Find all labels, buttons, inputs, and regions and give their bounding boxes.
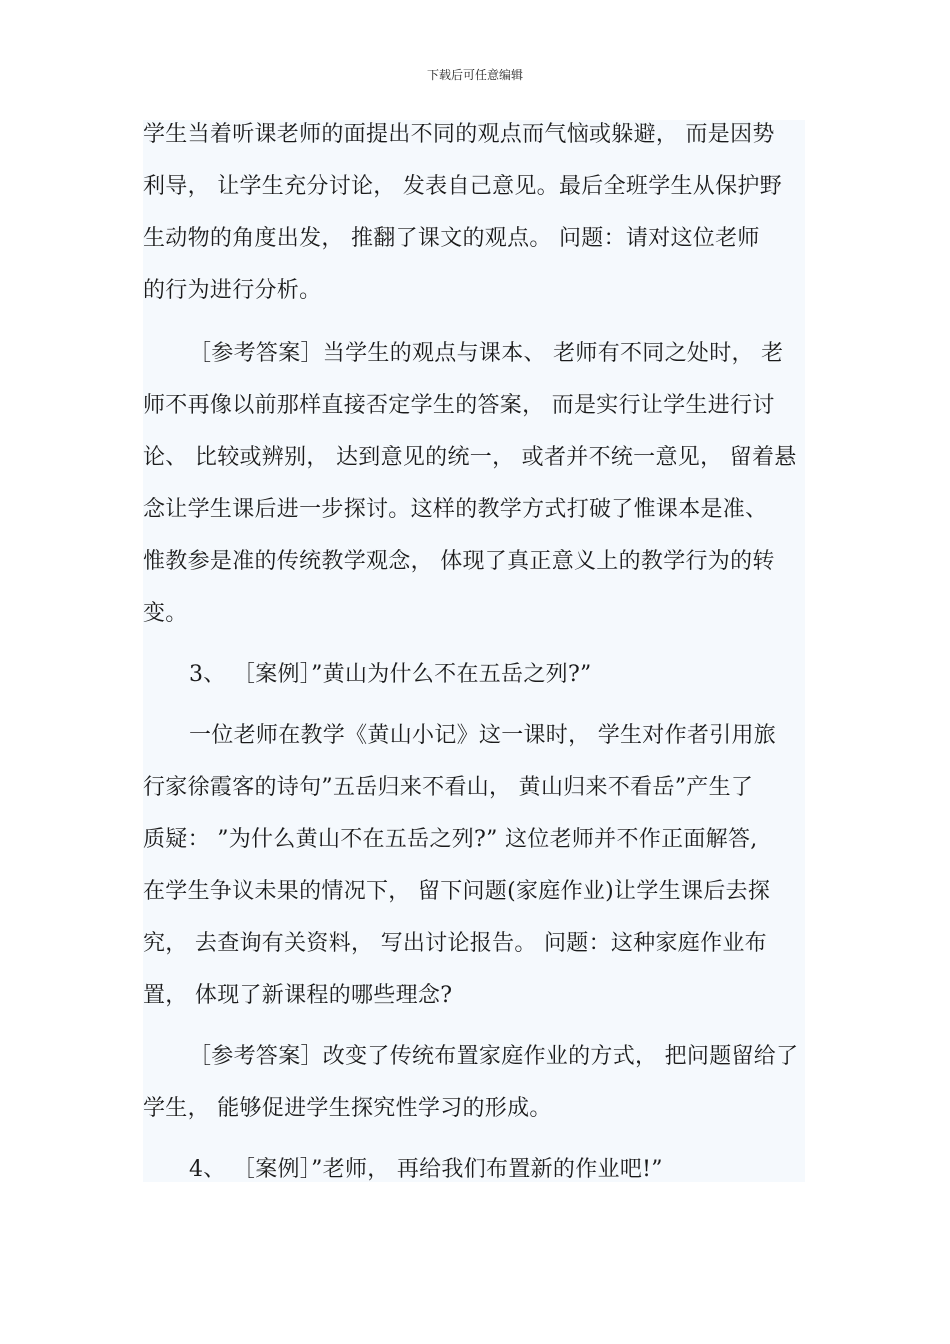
text-line: 在学生争议未果的情况下， 留下问题(家庭作业)让学生课后去探 bbox=[143, 879, 771, 904]
text-line: 4、 ［案例］”老师， 再给我们布置新的作业吧!” bbox=[189, 1157, 663, 1182]
text-line: 学生当着听课老师的面提出不同的观点而气恼或躲避， 而是因势 bbox=[143, 122, 775, 147]
paragraph-reference-answer-1 bbox=[143, 328, 805, 640]
text-line: 师不再像以前那样直接否定学生的答案， 而是实行让学生进行讨 bbox=[143, 393, 775, 418]
text-line: 一位老师在教学《黄山小记》这一课时， 学生对作者引用旅 bbox=[189, 723, 777, 748]
text-line: 质疑： ”为什么黄山不在五岳之列?” 这位老师并不作正面解答, bbox=[143, 827, 758, 852]
paragraph-case-3-body bbox=[143, 710, 805, 1022]
case-3-heading bbox=[143, 649, 805, 701]
text-line: 置， 体现了新课程的哪些理念? bbox=[143, 983, 453, 1008]
text-line: 究， 去查询有关资料， 写出讨论报告。 问题：这种家庭作业布 bbox=[143, 931, 767, 956]
text-line: ［参考答案］改变了传统布置家庭作业的方式， 把问题留给了 bbox=[189, 1044, 799, 1069]
paragraph-case-discussion bbox=[143, 109, 805, 317]
text-line: 论、 比较或辨别， 达到意见的统一， 或者并不统一意见， 留着悬 bbox=[143, 445, 797, 470]
paragraph-reference-answer-2 bbox=[143, 1031, 805, 1135]
document-body bbox=[143, 120, 805, 1182]
text-line: 念让学生课后进一步探讨。这样的教学方式打破了惟课本是准、 bbox=[143, 497, 768, 522]
text-line: 惟教参是准的传统教学观念， 体现了真正意义上的教学行为的转 bbox=[143, 549, 775, 574]
text-line: 行家徐霞客的诗句”五岳归来不看山， 黄山归来不看岳”产生了 bbox=[143, 775, 754, 800]
text-line: ［参考答案］当学生的观点与课本、 老师有不同之处时， 老 bbox=[189, 341, 784, 366]
text-line: 生动物的角度出发， 推翻了课文的观点。 问题：请对这位老师 bbox=[143, 226, 760, 251]
text-line: 3、 ［案例］”黄山为什么不在五岳之列?” bbox=[189, 662, 592, 687]
text-line: 学生， 能够促进学生探究性学习的形成。 bbox=[143, 1096, 552, 1121]
page-header-note: 下载后可任意编辑 bbox=[426, 68, 523, 82]
text-line: 的行为进行分析。 bbox=[143, 278, 322, 303]
case-4-heading bbox=[143, 1144, 805, 1196]
text-line: 利导， 让学生充分讨论， 发表自己意见。最后全班学生从保护野 bbox=[143, 174, 782, 199]
text-line: 变。 bbox=[143, 601, 188, 626]
